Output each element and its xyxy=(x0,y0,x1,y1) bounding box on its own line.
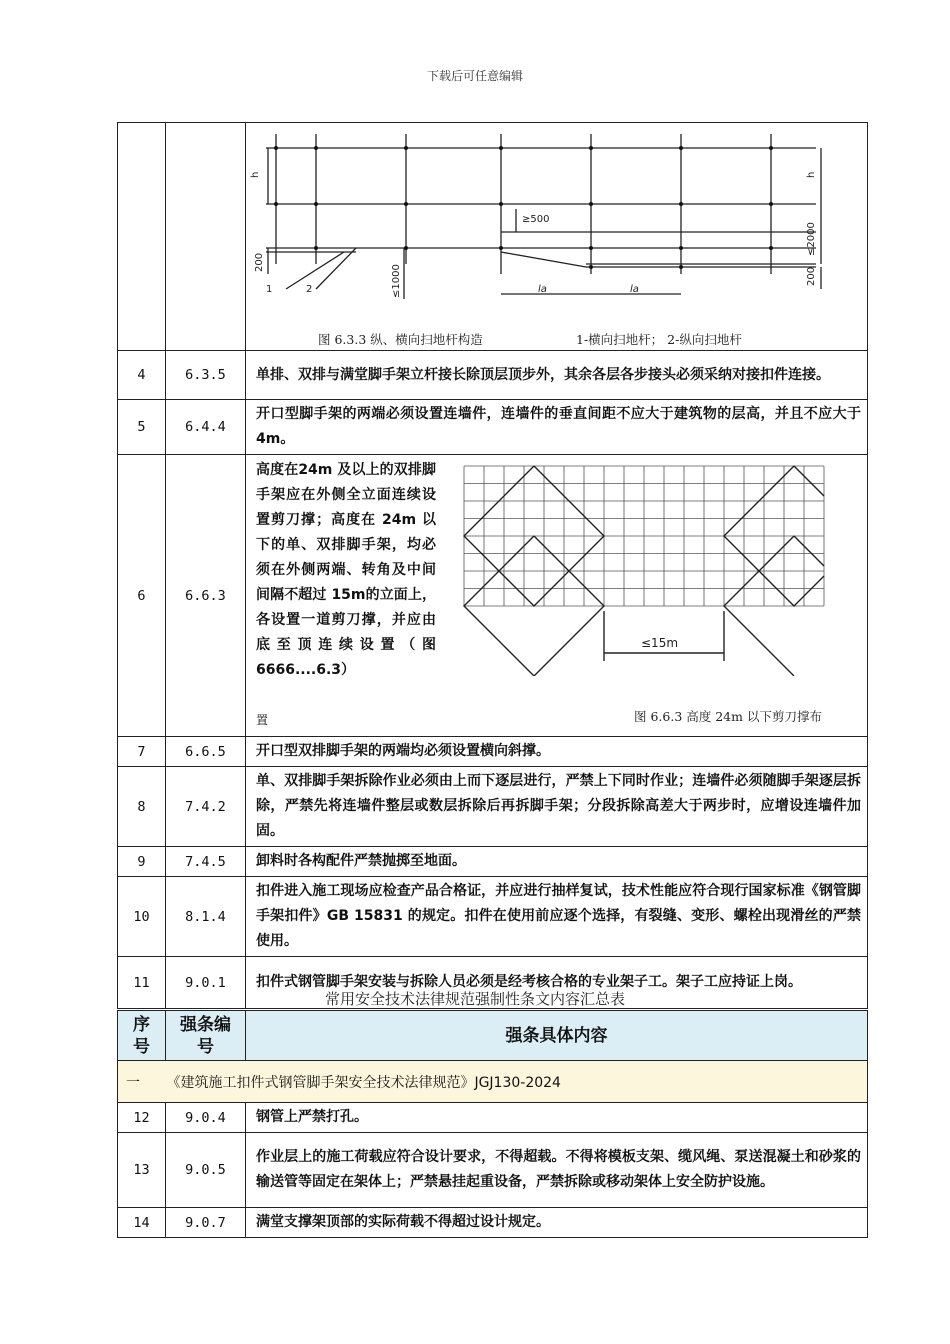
label-le2000: ≤2000 xyxy=(806,221,817,256)
sweeping-rod-diagram xyxy=(246,124,866,350)
table-row xyxy=(118,351,868,400)
clause-code: 9.0.1 xyxy=(166,957,246,1009)
clause-text: 扣件式钢管脚手架安装与拆除人员必须是经考核合格的专业架子工。架子工应持证上岗。 xyxy=(246,957,868,1009)
row-number: 10 xyxy=(118,877,166,957)
table-row xyxy=(118,737,868,767)
row-number: 4 xyxy=(118,351,166,400)
section-title: 《建筑施工扣件式钢管脚手架安全技术法律规范》JGJ130-2024 xyxy=(166,1074,561,1091)
clause-text-tail: 置 xyxy=(256,713,269,727)
row-number: 14 xyxy=(118,1208,166,1238)
clause-code: 9.0.4 xyxy=(166,1103,246,1133)
scissor-brace-diagram xyxy=(451,461,831,676)
label-2: 2 xyxy=(306,283,313,295)
table-row xyxy=(118,1103,868,1133)
table-row xyxy=(118,1133,868,1208)
clause-text: 单、双排脚手架拆除作业必须由上而下逐层进行，严禁上下同时作业；连墙件必须随脚手架逐层拆除，严禁先将连墙件整层或数层拆除后再拆脚手架；分段拆除高差大于两步时，应增设连墙件加固。 xyxy=(246,767,868,847)
row-number: 6 xyxy=(118,455,166,737)
clause-code: 6.4.4 xyxy=(166,400,246,455)
clause-text: 作业层上的施工荷载应符合设计要求，不得超载。不得将模板支架、缆风绳、泵送混凝土和砂浆的输送管等固定在架体上；严禁悬挂起重设备，严禁拆除或移动架体上安全防护设施。 xyxy=(246,1133,868,1208)
clause-code: 6.6.5 xyxy=(166,737,246,767)
clause-code: 6.3.5 xyxy=(166,351,246,400)
table-header-row xyxy=(118,1011,868,1061)
figure-663-caption: 图 6.6.3 高度 24m 以下剪刀撑布 xyxy=(634,709,822,724)
header-number: 序号 xyxy=(118,1011,166,1061)
table-row xyxy=(118,1208,868,1238)
label-ge500: ≥500 xyxy=(522,213,550,225)
clause-code: 7.4.2 xyxy=(166,767,246,847)
clause-text: 开口型双排脚手架的两端均必须设置横向斜撑。 xyxy=(246,737,868,767)
clause-code: 9.0.7 xyxy=(166,1208,246,1238)
label-h-left: h xyxy=(250,171,261,178)
page-header: 下载后可任意编辑 xyxy=(426,69,523,83)
row-number: 9 xyxy=(118,847,166,877)
clause-code: 7.4.5 xyxy=(166,847,246,877)
clause-text: 满堂支撑架顶部的实际荷载不得超过设计规定。 xyxy=(246,1208,868,1238)
clause-text: 单排、双排与满堂脚手架立杆接长除顶层顶步外，其余各层各步接头必须采纳对接扣件连接。 xyxy=(246,351,868,400)
label-la-2: la xyxy=(630,283,639,295)
label-200-right: 200 xyxy=(806,266,817,286)
table-row xyxy=(118,847,868,877)
label-1: 1 xyxy=(266,283,273,295)
row-number: 8 xyxy=(118,767,166,847)
clauses-table-continued xyxy=(117,122,868,1009)
header-code: 强条编号 xyxy=(166,1011,246,1061)
table-row xyxy=(118,400,868,455)
figure-633-cell xyxy=(246,123,868,351)
row-number: 7 xyxy=(118,737,166,767)
row6-content-cell xyxy=(246,455,868,737)
figure-633-caption: 图 6.3.3 纵、横向扫地杆构造 xyxy=(318,332,483,347)
figure-row-633 xyxy=(118,123,868,351)
clause-code: 9.0.5 xyxy=(166,1133,246,1208)
table-row-6 xyxy=(118,455,868,737)
dim-le15m: ≤15m xyxy=(641,636,679,650)
section-row xyxy=(118,1061,868,1103)
label-200-left: 200 xyxy=(254,252,265,272)
clause-text: 钢管上严禁打孔。 xyxy=(246,1103,868,1133)
table-row xyxy=(118,767,868,847)
table2-title: 常用安全技术法律规范强制性条文内容汇总表 xyxy=(324,990,625,1008)
clause-text: 开口型脚手架的两端必须设置连墙件，连墙件的垂直间距不应大于建筑物的层高，并且不应大于 4m。 xyxy=(246,400,868,455)
row-number: 13 xyxy=(118,1133,166,1208)
clause-text: 高度在24m 及以上的双排脚手架应在外侧全立面连续设置剪刀撑；高度在 24m 以下的单、双排脚手架，均必须在外侧两端、转角及中间间隔不超过 15m的立面上，各设置一道剪刀撑，并应由底至顶连续设置（图 6666....6.3） xyxy=(256,462,436,678)
label-h-right: h xyxy=(806,171,817,178)
clause-text: 卸料时各构配件严禁抛掷至地面。 xyxy=(246,847,868,877)
clause-code: 8.1.4 xyxy=(166,877,246,957)
row-number: 11 xyxy=(118,957,166,1009)
label-le1000: ≤1000 xyxy=(391,263,402,298)
section-number: 一 xyxy=(126,1074,140,1091)
row-number: 12 xyxy=(118,1103,166,1133)
table-row xyxy=(118,877,868,957)
figure-633-legend: 1-横向扫地杆； 2-纵向扫地杆 xyxy=(576,332,742,347)
label-la-1: la xyxy=(538,283,547,295)
clause-code: 6.6.3 xyxy=(166,455,246,737)
summary-table xyxy=(117,1010,868,1238)
header-content: 强条具体内容 xyxy=(246,1011,868,1061)
clause-text: 扣件进入施工现场应检查产品合格证，并应进行抽样复试，技术性能应符合现行国家标准《钢管脚手架扣件》GB 15831 的规定。扣件在使用前应逐个选择，有裂缝、变形、螺栓出现滑丝的严禁使用。 xyxy=(246,877,868,957)
row-number: 5 xyxy=(118,400,166,455)
section-title-cell xyxy=(118,1061,868,1103)
